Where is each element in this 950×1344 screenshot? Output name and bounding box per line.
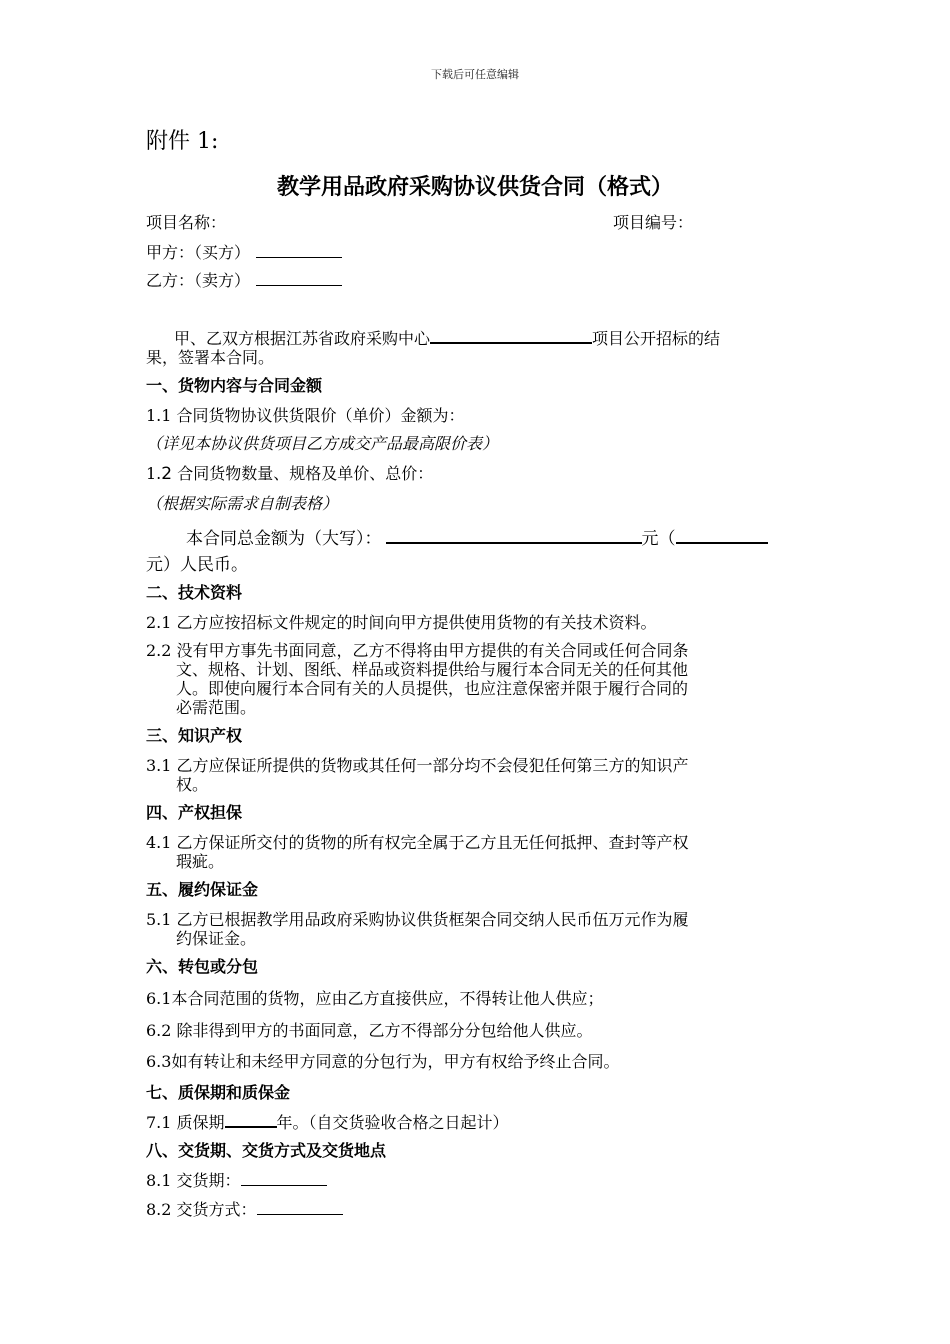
section-1-heading: 一、货物内容与合同金额 bbox=[146, 376, 323, 395]
warranty-period-blank bbox=[225, 1111, 277, 1128]
intro-text-1: 甲、乙双方根据江苏省政府采购中心 bbox=[174, 329, 431, 348]
clause-2-2-line-1: 2.2 没有甲方事先书面同意，乙方不得将由甲方提供的有关合同或任何合同条 bbox=[146, 641, 689, 660]
intro-line-2: 果，签署本合同。 bbox=[146, 348, 275, 367]
clause-4-1-line-2: 瑕疵。 bbox=[176, 852, 225, 871]
section-4-heading: 四、产权担保 bbox=[146, 803, 243, 822]
clause-8-2 bbox=[146, 1197, 343, 1220]
delivery-method-blank bbox=[257, 1199, 343, 1215]
clause-8-1 bbox=[146, 1168, 327, 1191]
clause-8-1-label: 8.1 交货期： bbox=[146, 1171, 241, 1190]
clause-7-1 bbox=[146, 1110, 509, 1133]
attachment-label: 附件 1: bbox=[146, 129, 219, 154]
section-6-heading: 六、转包或分包 bbox=[146, 957, 259, 976]
clause-6-1: 6.1本合同范围的货物，应由乙方直接供应，不得转让他人供应； bbox=[146, 989, 604, 1008]
total-amount-blank bbox=[386, 527, 642, 544]
clause-5-1-line-2: 约保证金。 bbox=[176, 929, 257, 948]
clause-8-2-label: 8.2 交货方式： bbox=[146, 1200, 257, 1219]
party-b-blank bbox=[256, 270, 342, 286]
project-number-label: 项目编号： bbox=[613, 213, 694, 232]
clause-7-1-label: 7.1 质保期 bbox=[146, 1113, 225, 1132]
section-2-heading: 二、技术资料 bbox=[146, 583, 243, 602]
section-5-heading: 五、履约保证金 bbox=[146, 880, 259, 899]
party-a-blank bbox=[256, 242, 342, 258]
total-amount-label: 本合同总金额为（大写）： bbox=[186, 529, 382, 549]
project-name-label: 项目名称： bbox=[146, 213, 227, 232]
party-b-label: 乙方：（卖方） bbox=[146, 271, 251, 290]
clause-1-1-note: （详见本协议供货项目乙方成交产品最高限价表） bbox=[146, 434, 499, 453]
document-title: 教学用品政府采购协议供货合同（格式） bbox=[276, 175, 673, 200]
section-3-heading: 三、知识产权 bbox=[146, 726, 243, 745]
clause-7-1-text: 年。（自交货验收合格之日起计） bbox=[276, 1113, 509, 1132]
clause-3-1-line-2: 权。 bbox=[176, 775, 209, 794]
clause-2-2-line-4: 必需范围。 bbox=[176, 698, 257, 717]
total-amount-line-2: 元）人民币。 bbox=[146, 555, 248, 575]
delivery-period-blank bbox=[241, 1170, 327, 1186]
intro-text-2: 项目公开招标的结 bbox=[592, 329, 721, 348]
page-header: 下载后可任意编辑 bbox=[431, 68, 519, 81]
clause-1-2 bbox=[146, 461, 433, 484]
clause-2-2-line-2: 文、规格、计划、图纸、样品或资料提供给与履行本合同无关的任何其他 bbox=[176, 660, 689, 679]
clause-5-1-line-1: 5.1 乙方已根据教学用品政府采购协议供货框架合同交纳人民币伍万元作为履 bbox=[146, 910, 689, 929]
clause-6-3: 6.3如有转让和未经甲方同意的分包行为，甲方有权给予终止合同。 bbox=[146, 1052, 620, 1071]
section-8-heading: 八、交货期、交货方式及交货地点 bbox=[146, 1141, 387, 1160]
clause-2-2-line-3: 人。即使向履行本合同有关的人员提供，也应注意保密并限于履行合同的 bbox=[176, 679, 689, 698]
party-a-line bbox=[146, 240, 342, 263]
clause-1-2-num: 1. bbox=[146, 464, 162, 483]
party-a-label: 甲方：（买方） bbox=[146, 243, 251, 262]
section-7-heading: 七、质保期和质保金 bbox=[146, 1083, 291, 1102]
clause-1-2-num-b: 2 bbox=[161, 464, 173, 484]
total-amount-line bbox=[186, 524, 768, 549]
clause-1-2-note: （根据实际需求自制表格） bbox=[146, 494, 339, 513]
clause-4-1-line-1: 4.1 乙方保证所交付的货物的所有权完全属于乙方且无任何抵押、查封等产权 bbox=[146, 833, 689, 852]
clause-6-2: 6.2 除非得到甲方的书面同意，乙方不得部分分包给他人供应。 bbox=[146, 1021, 593, 1040]
total-yuan-label: 元（ bbox=[641, 529, 676, 549]
clause-1-2-text: 合同货物数量、规格及单价、总价： bbox=[177, 464, 434, 483]
clause-3-1-line-1: 3.1 乙方应保证所提供的货物或其任何一部分均不会侵犯任何第三方的知识产 bbox=[146, 756, 689, 775]
clause-2-1: 2.1 乙方应按招标文件规定的时间向甲方提供使用货物的有关技术资料。 bbox=[146, 613, 657, 632]
intro-blank bbox=[430, 327, 592, 344]
total-number-blank bbox=[676, 527, 768, 544]
clause-1-1: 1.1 合同货物协议供货限价（单价）金额为： bbox=[146, 406, 465, 425]
party-b-line bbox=[146, 268, 342, 291]
